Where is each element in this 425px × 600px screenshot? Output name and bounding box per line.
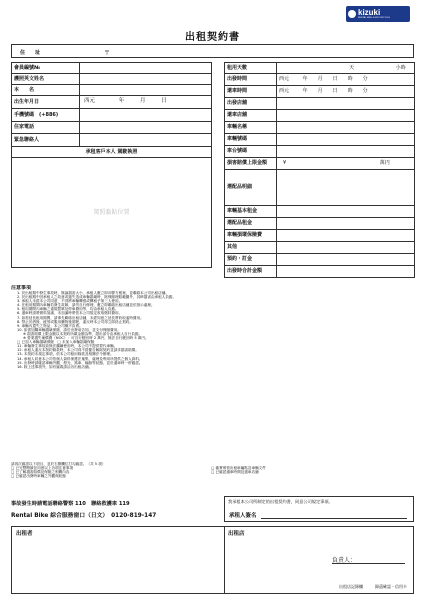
return-time-row <box>225 86 415 98</box>
license-photo-label: 駕照黏貼位置 <box>93 208 130 216</box>
note-item: 11. 車輛發生事故致無法繼續使用時，本公司不提供替代車輛。 <box>17 344 118 349</box>
departure-time-row <box>225 74 415 86</box>
fee-other-label: 其他 <box>225 242 277 254</box>
note-item: 3. 承租人未經本公司同意，不得將車輛轉借或轉租予第三人使用。 <box>17 299 123 304</box>
departure-store-row <box>225 98 415 110</box>
signature-line[interactable] <box>261 518 407 519</box>
signature-box <box>224 496 414 522</box>
notes-title: 注意事項 <box>11 285 32 291</box>
postal-mark: 〒 <box>104 50 111 57</box>
birth-field[interactable] <box>80 96 212 109</box>
home-phone-field[interactable] <box>80 122 212 134</box>
note-item: 7. 如需延長租用期間，請事先聯絡出租店舖，未經同意之延長將收取逾時費用。 <box>17 315 144 320</box>
phone-field[interactable] <box>80 109 212 122</box>
birth-day: 日 <box>161 98 167 105</box>
departure-time-label: 出發時間 <box>225 74 277 86</box>
vehicle-name-field[interactable] <box>277 122 415 134</box>
birth-year: 年 <box>118 98 125 105</box>
phone-row <box>12 109 212 122</box>
option-detail-field[interactable] <box>277 170 415 206</box>
brand-logo <box>346 6 410 22</box>
note-item: 14. 承租人同意本公司依個人資料保護法蒐集、處理及利用所提供之個人資料。 <box>17 356 143 361</box>
agreement-intro: 請再次確認以下項目，並於右側欄位打勾確認。（共 5 項） <box>11 462 106 466</box>
damage-currency: ¥ <box>283 160 287 166</box>
note-item: 15. 出發時請確認車輛外觀、燈光、煞車、輪胎等狀態，並於還車時一併確認。 <box>17 360 143 365</box>
store-label: 出租店 <box>228 531 245 537</box>
emergency-contacts: 事故發生時請電話聯絡警察 110 聯絡救護車 119 <box>11 501 130 507</box>
note-item: 9. 車輛內遺失之物品，本公司概不負責。 <box>17 323 83 328</box>
note-item: 4. 在租用期間內車輛若發生故障，請勿自行修理，應立即聯絡出租店舖並依指示處理。 <box>17 303 155 308</box>
fee-row-other <box>225 242 415 254</box>
return-time-field[interactable] <box>277 86 415 98</box>
bike-icon <box>348 10 356 18</box>
frame-no-row <box>225 146 415 158</box>
fee-total-label: 出發時合計金額 <box>225 266 277 278</box>
person-in-charge-label: 負責人： <box>332 557 357 564</box>
vehicle-no-field[interactable] <box>277 134 415 146</box>
passport-name-row <box>12 74 212 85</box>
fee-options-label: 選配品租金 <box>225 218 277 230</box>
home-phone-label: 住家電話 <box>12 122 80 134</box>
emergency-row <box>12 134 212 147</box>
days-unit: 天 <box>349 64 355 71</box>
logo-text: kizuki <box>358 8 381 17</box>
note-item: 2. 於出租期中因承租人之故意或過失造成車輛損壞時，除保險理賠範圍外，其餘損害由承租人負擔。 <box>17 295 177 300</box>
fee-deposit-label: 預約・訂金 <box>225 254 277 266</box>
damage-limit-field[interactable] <box>277 158 415 170</box>
return-ymdhm: 年 月 日 時 分 <box>302 88 368 94</box>
departure-time-field[interactable] <box>277 74 415 86</box>
return-store-label: 還車店舖 <box>225 110 277 122</box>
customer-table <box>11 62 212 268</box>
real-name-label: 本 名 <box>12 85 80 96</box>
birth-month: 月 <box>140 98 146 105</box>
note-item: 5. 租用期間內車輛之違規罰單及停車費用等，均由承租人負擔。 <box>17 307 119 312</box>
check-item[interactable]: □ 已確認出發時車輛之外觀與狀態 <box>11 474 66 479</box>
vehicle-no-row <box>225 134 415 146</box>
check-item[interactable]: □ 已了解損害賠償及保險之相關內容 <box>11 470 70 475</box>
check-item[interactable]: □ 已完整閱讀並同意以上各項注意事項 <box>11 466 74 471</box>
rental-days-row <box>225 63 415 74</box>
departure-store-field[interactable] <box>277 98 415 110</box>
fee-row-total <box>225 266 415 278</box>
license-header-row <box>12 147 212 158</box>
vehicle-name-label: 車輛名稱 <box>225 122 277 134</box>
birth-row <box>12 96 212 109</box>
logo-subtext: RENTAL BIKE & MOTORCYCLE <box>358 17 391 19</box>
person-signature-line[interactable] <box>332 563 405 564</box>
fee-row-insurance <box>225 230 415 242</box>
fee-other-field[interactable] <box>277 242 415 254</box>
rental-days-field[interactable] <box>277 63 415 74</box>
address-label: 住 址 <box>20 50 41 56</box>
fee-total-field[interactable] <box>277 266 415 278</box>
note-item: ※ 營業損失補償費（NOC）：可自行駛回時 2 萬円，無法自行駛回時 5 萬円。 <box>23 336 149 341</box>
signature-label: 承租人簽名 <box>229 513 257 519</box>
passport-name-label: 護照英文姓名 <box>12 74 80 85</box>
address-row <box>11 44 414 58</box>
return-store-field[interactable] <box>277 110 415 122</box>
note-item: 8. 禁止於酒後、疲勞或服用藥物後駕駛，違反時本公司得立即終止契約。 <box>17 319 133 324</box>
fee-insurance-field[interactable] <box>277 230 415 242</box>
note-item: 16. 除上述事項外，如有疑義請洽各出租店舖。 <box>17 364 93 369</box>
hours-unit: 小時 <box>395 64 406 71</box>
notes-section <box>11 285 414 461</box>
return-time-label: 還車時間 <box>225 86 277 98</box>
emergency-field[interactable] <box>80 134 212 147</box>
frame-no-field[interactable] <box>277 146 415 158</box>
fee-basic-label: 車輛基本租金 <box>225 206 277 218</box>
note-item: 6. 還車時請將燃料加滿，未加滿時將依本公司規定收取燃料費用。 <box>17 311 123 316</box>
birth-label: 出生年月日 <box>12 96 80 109</box>
bottom-divider <box>224 527 225 593</box>
real-name-row <box>12 85 212 96</box>
license-header: 承租客戶本人 駕駛執照 <box>12 147 212 158</box>
phone-label: 手機號碼 (+886) <box>12 109 80 122</box>
fee-basic-field[interactable] <box>277 206 415 218</box>
damage-limit-row <box>225 158 415 170</box>
option-detail-label: 選配品明細 <box>225 170 277 206</box>
license-photo-row <box>12 158 212 268</box>
damage-unit: 萬円 <box>379 160 390 166</box>
note-item: 10. 如需加購車輛損壞保險，請於出發前告知，並支付保險費用。 <box>17 327 121 332</box>
note-item: 12. 承租人違反本契約條款時，本公司得不經催告解除契約並請求損害賠償。 <box>17 348 139 353</box>
departure-staff-label: 出租者 <box>16 531 33 537</box>
fee-options-field[interactable] <box>277 218 415 230</box>
note-item: ※ 損害賠償上限金額以本契約所載金額為準，超出部分由承租人自行負擔。 <box>23 331 143 336</box>
emergency-label: 緊急聯絡人 <box>12 134 80 147</box>
check-item[interactable]: □ 已確認還車時間及還車店舖 <box>211 470 259 475</box>
fee-row-options <box>225 218 415 230</box>
return-era: 西元 <box>279 88 290 94</box>
fee-row-deposit <box>225 254 415 266</box>
note-item[interactable]: □ 已加入車輛損壞保險 □ 未加入車輛損壞保險 <box>17 340 95 345</box>
license-photo-area[interactable] <box>12 158 212 268</box>
real-name-field[interactable] <box>80 85 212 96</box>
member-no-row <box>12 63 212 74</box>
fee-insurance-label: 車輛損壞保險費 <box>225 230 277 242</box>
check-item[interactable]: □ 確實保管出租車鑰匙及車輛文件 <box>211 466 266 471</box>
note-item: 13. 本契約未規定事項，依本公司租用條款及相關法令辦理。 <box>17 352 114 357</box>
frame-no-label: 車台號碼 <box>225 146 277 158</box>
member-no-label: 會員編號№ <box>12 63 80 74</box>
document-title: 出租契約書 <box>185 32 240 43</box>
birth-era: 西元 <box>84 98 96 105</box>
footer-note: 出租店記錄欄 歸還確認・信用卡 <box>339 584 407 589</box>
vehicle-no-label: 車輛號碼 <box>225 134 277 146</box>
member-no-field[interactable] <box>80 63 212 74</box>
note-item: 1. 於出租期中發生事故時，無論損害大小，承租人應立即向警方報案，並聯絡本公司出租店舖。 <box>17 291 169 295</box>
contacts-block <box>11 500 211 522</box>
vehicle-name-row <box>225 122 415 134</box>
service-hotline: Rental Bike 綜合服務窗口（日文） 0120-819-147 <box>11 513 157 519</box>
departure-store-label: 出發店舖 <box>225 98 277 110</box>
departure-era: 西元 <box>279 76 290 82</box>
departure-ymdhm: 年 月 日 時 分 <box>302 76 368 82</box>
rental-days-label: 租用天數 <box>225 63 277 74</box>
rental-table <box>224 62 415 278</box>
passport-name-field[interactable] <box>80 74 212 85</box>
home-phone-row <box>12 122 212 134</box>
fee-row-basic <box>225 206 415 218</box>
fee-deposit-field[interactable] <box>277 254 415 266</box>
return-store-row <box>225 110 415 122</box>
option-detail-row <box>225 170 415 206</box>
agreement-checklist <box>11 462 414 496</box>
bottom-staff-area <box>11 526 414 594</box>
damage-limit-label: 損害賠償上限金額 <box>225 158 277 170</box>
consent-text: 我承租本公司所制定的出租契約書，同意公司規定事項。 <box>228 499 333 504</box>
